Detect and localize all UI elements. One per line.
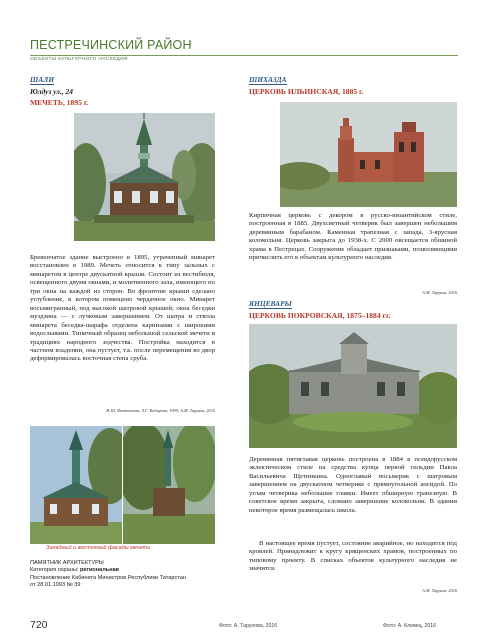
title-pokrovskaya-church: ЦЕРКОВЬ ПОКРОВСКАЯ, 1875–1884 гг. — [249, 311, 391, 320]
text-pokrovskaya-church-1: Деревянная пятиглавая церковь построена в 1884 в псевдорусском эклектическом стиле на средства купца первой гильдии Павла Васильевича Щетинкина. Одноглавый восьмерик с шатровым завершением на двускатном четверике с прямоугольной апсидой. По углам четверика небольшие главки. Имеет обширную трапезную. В советское время закрыта, сломано завершение колокольни. В здании некоторое время размещалась школа. — [249, 456, 457, 514]
place-shali: ШАЛИ — [30, 75, 55, 84]
photo-mosque-east — [123, 426, 215, 544]
monument-decree: Постановление Кабинета Министров Республики Татарстан — [30, 574, 186, 581]
header-rule — [30, 55, 458, 56]
photo-credit-left: Фото: А. Тарунова, 2016 — [219, 623, 278, 629]
page-number: 720 — [30, 619, 48, 631]
place-shikhazda: ШИХАЗДА — [249, 75, 287, 84]
title-mosque: МЕЧЕТЬ, 1895 г. — [30, 98, 89, 107]
monument-type: ПАМЯТНИК АРХИТЕКТУРЫ — [30, 560, 104, 566]
credit-pokrovskaya-church: А.М. Тарунов, 2016 — [422, 588, 457, 593]
caption-mosque-facades: Западный и восточный фасады мечети — [46, 545, 151, 551]
monument-decree-date: от 28.01.1993 № 39 — [30, 581, 81, 588]
photo-mosque-west — [30, 426, 122, 544]
monument-category: Категория охраны: региональная — [30, 567, 119, 574]
monument-info — [30, 560, 215, 589]
address-shali: Юлдуз ул., 24 — [30, 87, 73, 96]
text-pokrovskaya-church-2: В настоящее время пустует, состояние аварийное, но находится под кровлей. Принадлежит к кругу крященских храмов, построенных по типовому проекту. В списках объектов культурного наследия не значится. — [249, 540, 457, 573]
title-ilyinskaya-church: ЦЕРКОВЬ ИЛЬИНСКАЯ, 1885 г. — [249, 87, 364, 96]
credit-mosque: Н.Ш. Фаттахова, Л.Г. Кабирова, 1999; А.М. Тарунов, 2016 — [106, 408, 215, 413]
section-title: ПЕСТРЕЧИНСКИЙ РАЙОН — [30, 38, 192, 52]
text-mosque: Бревенчатое здание выстроено в 1895, утраченный минарет восстановлен в 1989. Мечеть относится к типу зальных с минаретом в центре двускатной крыши. Состоит из вестибюля, освещенного двумя окнами, и молитвенного зала, имеющего по три окна на каждой из сторон. Во фронтоне крыши сделано углубление, в котором помещено чердачное окно. Минарет восьмигранный, под высокой шатровой крышей; окна беседки муэдзина — с лучковым завершением. От шатра и ствола минарета беседка-шарафа отделена карнизами с широкими водослывами. Типичный образец небольшой сельской мечети в традициях народного зодчества. Постройка находится в частном владении, она пустует, т.к. после перемещения во двор деформировалась восточная стена сруба. — [30, 254, 215, 363]
photo-credit-right: Фото: А. Клевец, 2016 — [383, 623, 437, 629]
photo-pokrovskaya-church — [249, 324, 457, 448]
place-yantsevary: ЯНЦЕВАРЫ — [249, 299, 292, 308]
photo-ilyinskaya-church — [280, 102, 457, 207]
photo-mosque — [74, 113, 215, 241]
text-ilyinskaya-church: Кирпичная церковь с декором в русско-византийском стиле, построенная в 1885. Двухсветный четверик был завершен небольшим деревянным барабаном. Каменная трапезная с запада, 3-ярусная колокольня. Церковь закрыта до 1938-х. С 2000 овсещается обшиной храма в Пестрецах. Сооружение обладает признаками, позволяющими причислить его к объектам культурного наследия. — [249, 212, 457, 262]
credit-ilyinskaya-church: А.М. Тарунов, 2016 — [422, 290, 457, 295]
section-subtitle: ОБЪЕКТЫ КУЛЬТУРНОГО НАСЛЕДИЯ — [30, 57, 128, 62]
